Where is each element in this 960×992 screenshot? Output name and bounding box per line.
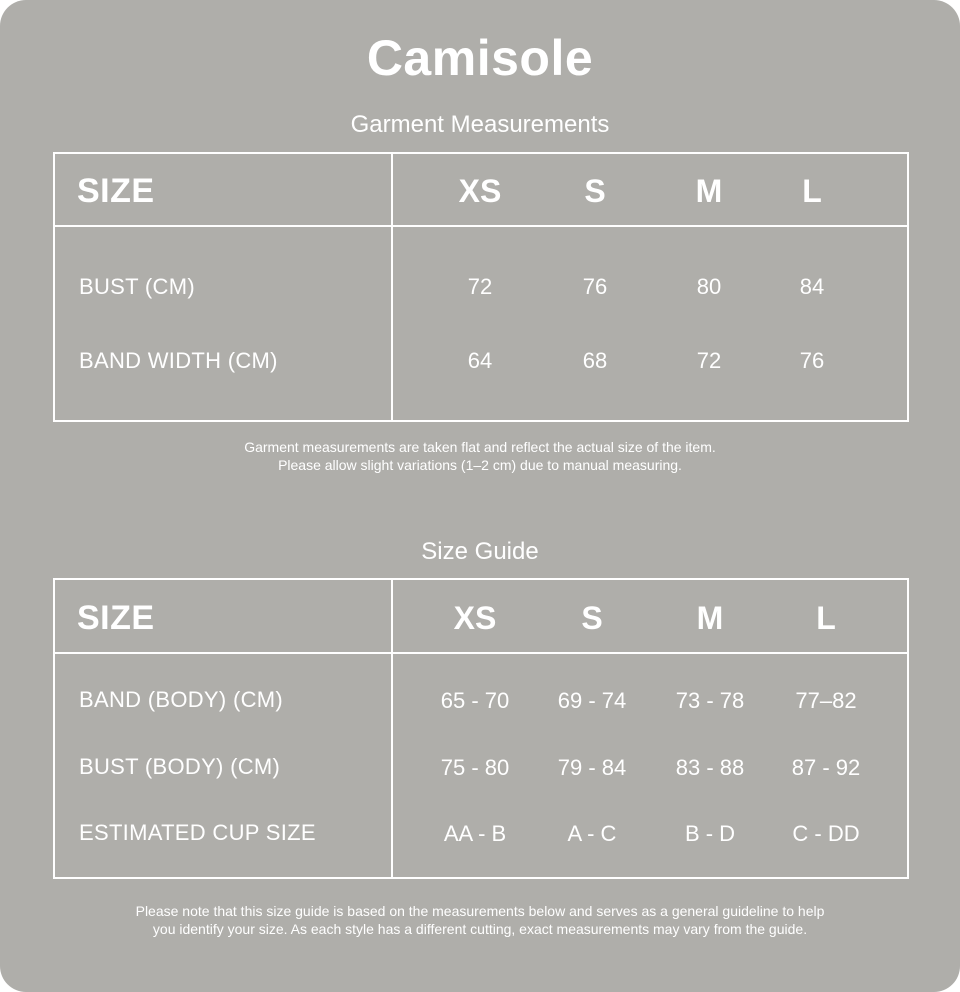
value-band-body-m: 73 - 78 (675, 688, 745, 713)
value-bust-l: 84 (799, 274, 825, 299)
page-title: Camisole (366, 30, 594, 86)
header-size-s: S (584, 173, 606, 209)
row-label-bust: BUST (CM) (79, 274, 195, 299)
value-bust-body-m: 83 - 88 (675, 755, 745, 780)
garment-measurements-table (53, 152, 909, 422)
size-guide-table (53, 578, 909, 879)
header-size-xs: XS (453, 600, 497, 636)
garment-measurements-heading: Garment Measurements (350, 111, 610, 138)
row-label-cup-size: ESTIMATED CUP SIZE (79, 820, 316, 845)
value-band-width-s: 68 (582, 348, 608, 373)
header-size-label: SIZE (77, 172, 155, 210)
row-label-bust-body: BUST (BODY) (CM) (79, 754, 281, 779)
row-label-band-width: BAND WIDTH (CM) (79, 348, 278, 373)
table-divider (391, 154, 393, 420)
value-band-body-l: 77–82 (795, 688, 857, 713)
header-divider (55, 652, 907, 654)
header-size-xs: XS (458, 173, 502, 209)
value-bust-xs: 72 (467, 274, 493, 299)
header-size-m: M (696, 600, 724, 636)
table-divider (391, 580, 393, 877)
row-label-band-body: BAND (BODY) (CM) (79, 687, 284, 712)
header-size-l: L (816, 600, 836, 636)
header-size-m: M (695, 173, 723, 209)
value-cup-size-m: B - D (684, 821, 736, 846)
value-band-body-xs: 65 - 70 (440, 688, 510, 713)
value-cup-size-s: A - C (567, 821, 617, 846)
value-bust-body-s: 79 - 84 (557, 755, 627, 780)
value-cup-size-l: C - DD (792, 821, 860, 846)
garment-note-line-2: Please allow slight variations (1–2 cm) due to manual measuring. (278, 457, 682, 473)
value-band-width-m: 72 (696, 348, 722, 373)
value-band-body-s: 69 - 74 (557, 688, 627, 713)
header-size-l: L (802, 173, 822, 209)
value-band-width-l: 76 (799, 348, 825, 373)
value-bust-m: 80 (696, 274, 722, 299)
value-cup-size-xs: AA - B (443, 821, 507, 846)
header-size-label: SIZE (77, 599, 155, 637)
value-bust-s: 76 (582, 274, 608, 299)
value-bust-body-l: 87 - 92 (791, 755, 861, 780)
value-bust-body-xs: 75 - 80 (440, 755, 510, 780)
value-band-width-xs: 64 (467, 348, 493, 373)
size-guide-heading: Size Guide (421, 538, 539, 565)
garment-measurements-note (0, 438, 960, 474)
guide-note-line-2: you identify your size. As each style has a different cutting, exact measurements may vary from the guide. (152, 921, 808, 937)
guide-note-line-1: Please note that this size guide is based on the measurements below and serves as a general guideline to help (135, 903, 825, 919)
size-guide-note (0, 902, 960, 938)
garment-note-line-1: Garment measurements are taken flat and reflect the actual size of the item. (244, 439, 716, 455)
header-size-s: S (581, 600, 603, 636)
header-divider (55, 225, 907, 227)
